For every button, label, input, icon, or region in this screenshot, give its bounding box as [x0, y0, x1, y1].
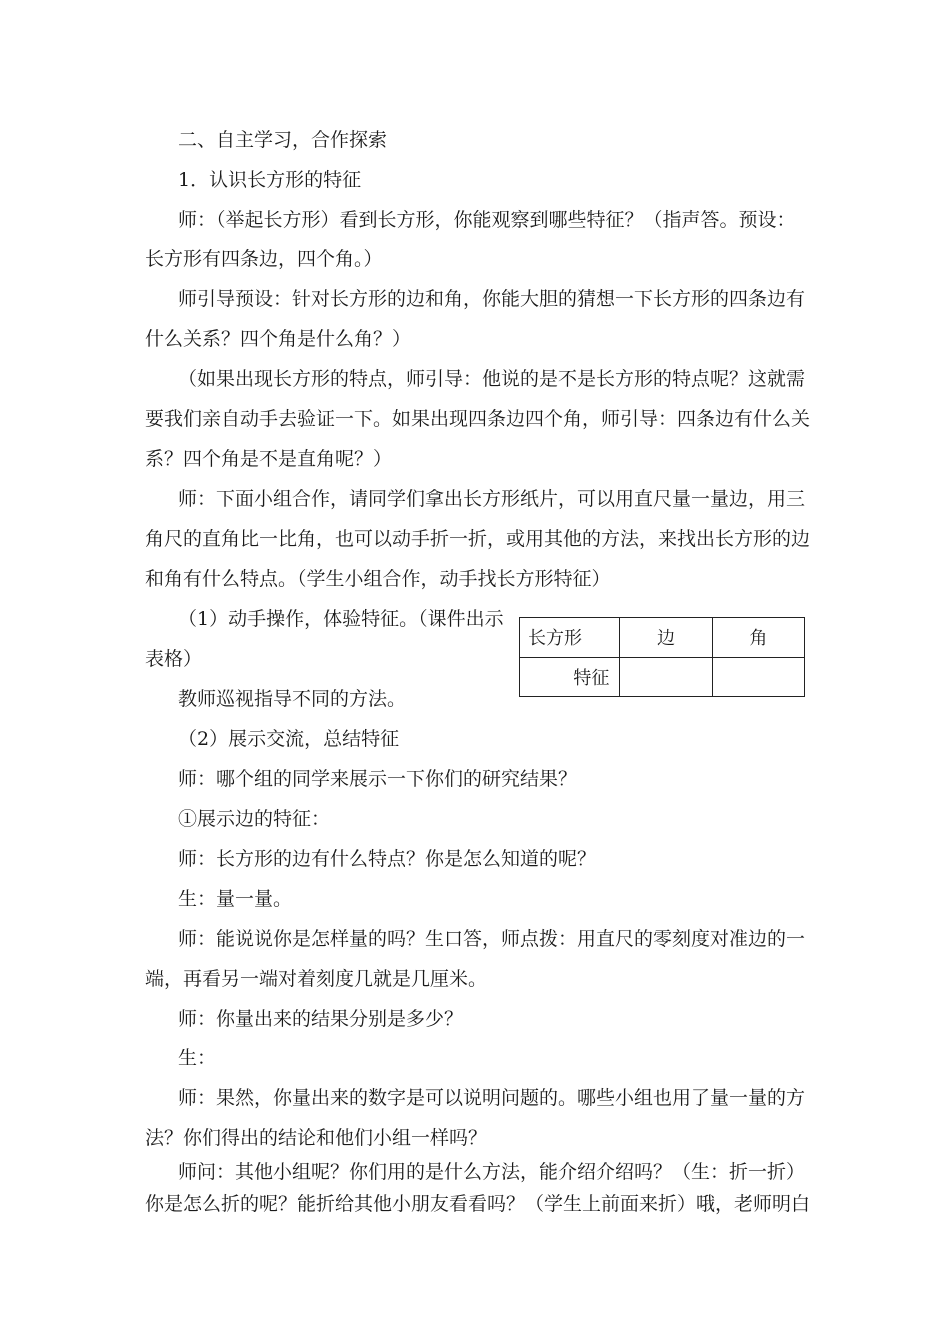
paragraph-line: 师：你量出来的结果分别是多少？: [178, 1008, 464, 1030]
paragraph-line: 表格）: [145, 648, 203, 670]
table-cell: 角: [712, 618, 804, 658]
table-row: [520, 657, 805, 697]
paragraph-line: 端，再看另一端对着刻度几就是几厘米。: [145, 968, 488, 990]
paragraph-line: （如果出现长方形的特点，师引导：他说的是不是长方形的特点呢？这就需: [178, 368, 806, 390]
table-cell: 长方形: [520, 618, 620, 658]
paragraph-line: 生：: [178, 1047, 217, 1069]
feature-table: [519, 617, 805, 697]
table-cell: [620, 657, 712, 697]
paragraph-line: 师：哪个组的同学来展示一下你们的研究结果？: [178, 768, 578, 790]
paragraph-line: 什么关系？四个角是什么角？）: [145, 328, 412, 350]
paragraph-line: 师：果然，你量出来的数字是可以说明问题的。哪些小组也用了量一量的方: [178, 1087, 806, 1109]
paragraph-line: 和角有什么特点。（学生小组合作，动手找长方形特征）: [145, 568, 611, 590]
paragraph-line: 系？四个角是不是直角呢？）: [145, 448, 393, 470]
paragraph-line: 你是怎么折的呢？能折给其他小朋友看看吗？（学生上前面来折）哦，老师明白: [145, 1193, 811, 1215]
paragraph-line: 角尺的直角比一比角，也可以动手折一折，或用其他的方法，来找出长方形的边: [145, 528, 811, 550]
paragraph-line: 长方形有四条边，四个角。）: [145, 248, 383, 270]
paragraph-line: 教师巡视指导不同的方法。: [178, 688, 407, 710]
paragraph-line: 师引导预设：针对长方形的边和角，你能大胆的猜想一下长方形的四条边有: [178, 288, 806, 310]
paragraph-line: 法？你们得出的结论和他们小组一样吗？: [145, 1127, 488, 1149]
paragraph-line: （1）动手操作，体验特征。（课件出示: [178, 608, 504, 630]
paragraph-line: 要我们亲自动手去验证一下。如果出现四条边四个角，师引导：四条边有什么关: [145, 408, 811, 430]
table-header-row: [520, 618, 805, 658]
table-cell: 边: [620, 618, 712, 658]
table-cell: 特征: [520, 657, 620, 697]
section-heading: 二、自主学习，合作探索: [178, 129, 388, 151]
paragraph-line: 师：下面小组合作，请同学们拿出长方形纸片，可以用直尺量一量边，用三: [178, 488, 806, 510]
paragraph-line: 师：长方形的边有什么特点？你是怎么知道的呢？: [178, 848, 597, 870]
paragraph-line: ①展示边的特征：: [178, 808, 331, 830]
paragraph-line: 师问：其他小组呢？你们用的是什么方法，能介绍介绍吗？（生：折一折）: [178, 1161, 806, 1183]
subsection-heading: 1．认识长方形的特征: [178, 169, 362, 191]
paragraph-line: （2）展示交流，总结特征: [178, 728, 400, 750]
paragraph-line: 师：能说说你是怎样量的吗？生口答，师点拨：用直尺的零刻度对准边的一: [178, 928, 806, 950]
paragraph-line: 师：（举起长方形）看到长方形，你能观察到哪些特征？（指声答。预设：: [178, 209, 796, 231]
table-cell: [712, 657, 804, 697]
paragraph-line: 生：量一量。: [178, 888, 293, 910]
